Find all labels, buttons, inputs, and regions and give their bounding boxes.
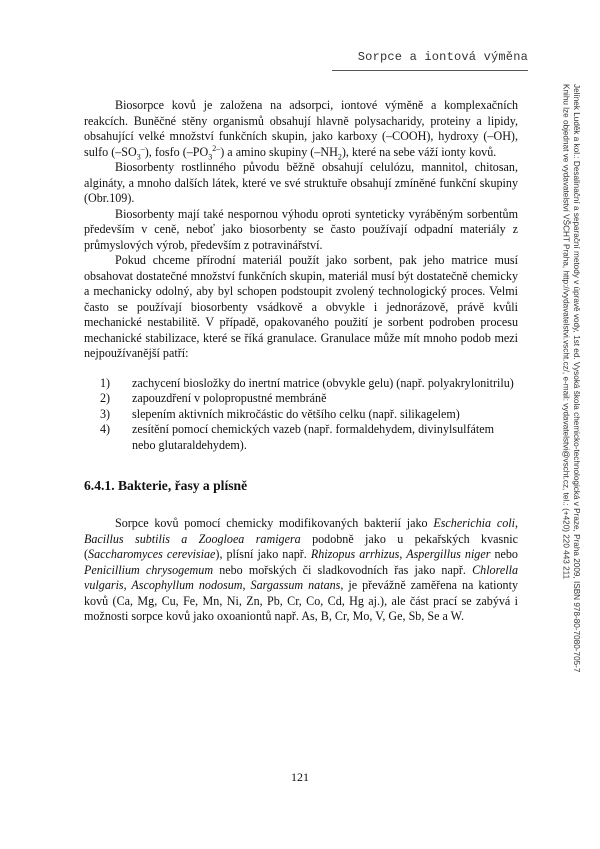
paragraph-bacteria-algae: Sorpce kovů pomocí chemicky modifikovaných bakterií jako Escherichia coli, Bacillus subtilis a Zoogloea ramigera podobně jako u pekařských kvasnic (Saccharomyces cerevisiae), plísní jako např. Rhizopus arrhizus, Aspergillus niger nebo Penicillium chrysogemum nebo mořských či sladkovodních řas jako např. Chlorella vulgaris, Ascophyllum nodosum, Sargassum natans, je převážně zaměřena na kationty kovů (Ca, Mg, Cu, Fe, Mn, Ni, Zn, Pb, Cr, Co, Cd, Hg aj.), ale část prací se zabývá i možnosti sorpce kovů jako oxoaniontů např. As, B, Cr, Mo, V, Ge, Sb, Se a W. — [84, 516, 518, 623]
paragraph-plant-biosorbents: Biosorbenty rostlinného původu běžně obsahují celulózu, mannitol, chitosan, algináty, a mnoho dalších látek, které ve své struktuře obsahují zmíněné funkční skupiny (Obr.109). — [84, 160, 518, 205]
list-item: 1) zachycení biosložky do inertní matrice (obvykle gelu) (např. polyakrylonitrilu) — [100, 375, 514, 390]
list-item: 3) slepením aktivních mikročástic do většího celku (např. silikagelem) — [100, 406, 460, 421]
section-heading: 6.4.1. Bakterie, řasy a plísně — [84, 478, 248, 493]
list-item: 2) zapouzdření v polopropustné membráně — [100, 391, 327, 405]
list-item: 4) zesítění pomocí chemických vazeb (např. formaldehydem, divinylsulfátem nebo glutaraldehydem). — [100, 422, 495, 452]
running-header: Sorpce a iontová výměna — [357, 50, 528, 64]
side-citation-note — [560, 84, 581, 672]
paragraph-granulation: Pokud chceme přírodní materiál použít jako sorbent, pak jeho matrice musí obsahovat dostatečné množství funkčních skupin, materiál musí být dostatečně chemicky a mechanicky odolný, aby byl schopen podstoupit zvolený technologický proces. Velmi často se používají biosorbenty vsádkově a obvykle i jednorázově, právě kvůli mechanické nestabilitě. V případě, opakovaného použití je sorbent podroben procesu mechanické stabilizace, které se říká granulace. Granulace může mít mnoho podob mezi nejpoužívanější patří: — [84, 253, 518, 360]
paragraph-biosorption: Biosorpce kovů je založena na adsorpci, iontové výměně a komplexačních reakcích. Buněčné stěny organismů obsahují hlavně polysacharidy, proteiny a lipidy, obsahující velké množství funkčních skupin, jako karboxy (–COOH), hydroxy (–OH), sulfo $(-SO_3^-)$, fosfo $(-PO_3^{2-})$ a amino skupiny $(-NH_2)$, které na sebe váží ionty kovů. — [84, 98, 518, 161]
side-note-line-1: Jelínek Luděk a kol.: Desalinační a separační metody v úpravě vody, 1st ed. Vysoká škola chemicko-technologická v Praze, Praha 2009, ISBN 978-80-7080-705-7 — [572, 84, 581, 673]
paragraph-advantages: Biosorbenty mají také nespornou výhodu oproti synteticky vyráběným sorbentům především v ceně, neboť jako biosorbenty se často používají odpadní materiály z průmyslových výrob, především z potravinářství. — [84, 206, 518, 252]
side-note-line-2: Knihu lze objednat ve vydavatelství VŠCHT Praha, http://vydavatelstvi.vscht.cz/, e-mail: vydavatelstvi@vscht.cz, tel.: (+420) 220 443 211 — [561, 84, 571, 580]
page-number: 121 — [291, 770, 309, 784]
granulation-methods-list — [84, 376, 518, 454]
header-rule — [332, 70, 528, 71]
page-content — [84, 98, 518, 625]
